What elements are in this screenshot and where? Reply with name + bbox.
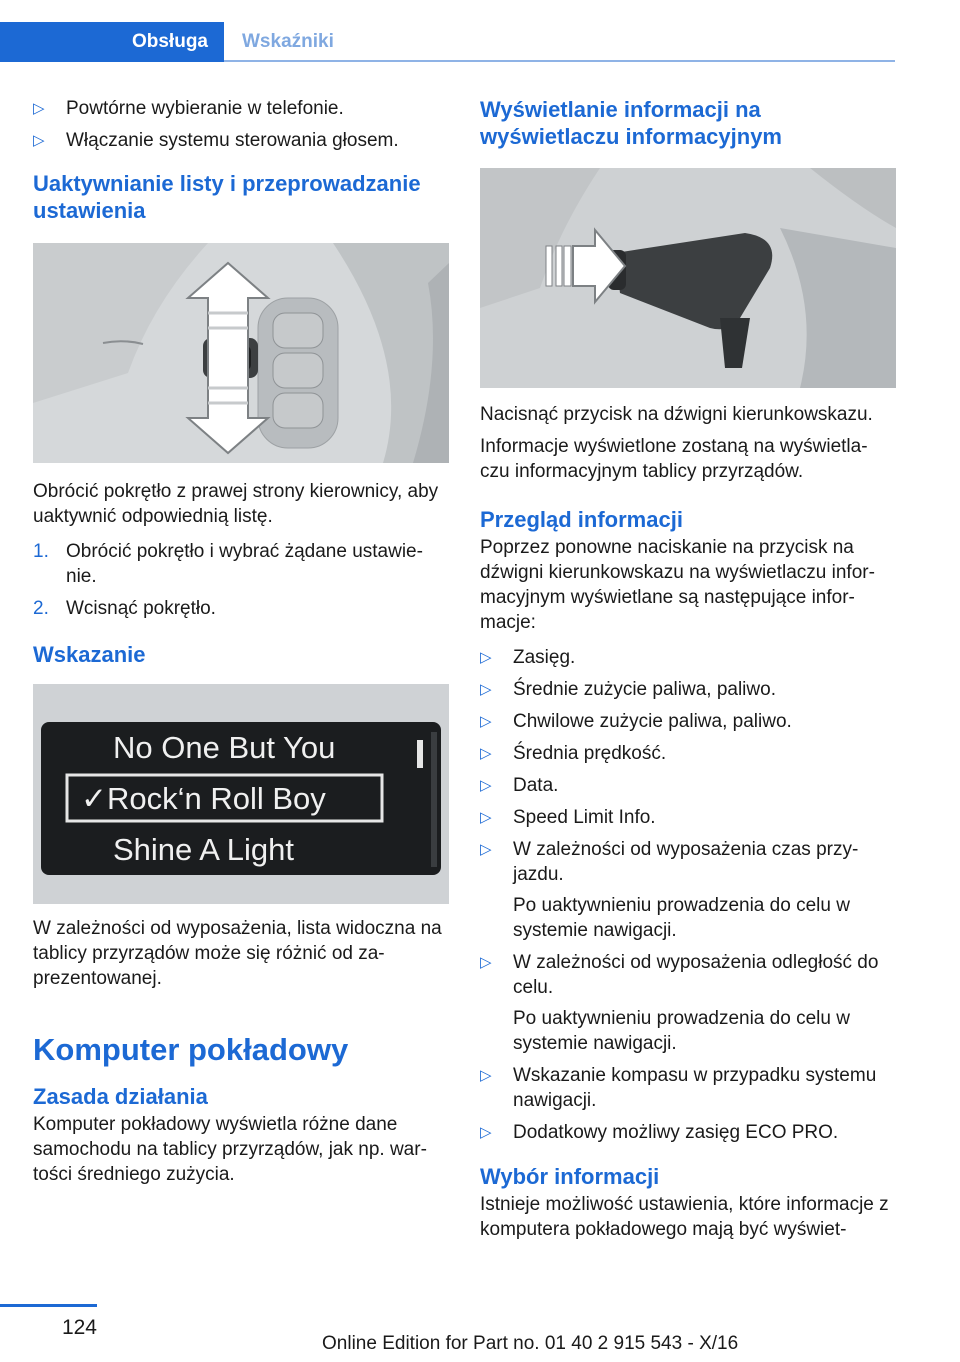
heading-activate-list: Uaktywnianie listy i przeprowadzanie ustawienia [33,171,421,223]
steering-wheel-thumbwheel-image [33,243,449,463]
step-number: 1. [33,541,49,562]
list-item: ▷ Chwilowe zużycie paliwa, paliwo. [480,709,896,734]
page-number: 124 [61,1316,97,1339]
heading-display: Wskazanie [33,642,146,667]
playlist-display-image [33,684,449,904]
heading-show-info: Wyświetlanie informacji na wyświetlaczu informacyjnym [480,97,782,149]
steering-wheel-illustration [33,243,449,463]
para-list-variation: W zależności od wyposażenia, lista widoczna na tablicy przyrządów może się różnić od za‐prezentowanej. [33,918,442,989]
heading-onboard-computer: Komputer pokładowy [33,1032,349,1067]
step-number: 2. [33,598,49,619]
steps-list [33,539,449,621]
para-info-shown: Informacje wyświetlone zostaną na wyświetla‐czu informacyjnym tablicy przyrządów. [480,436,868,482]
list-item-note: Po uaktywnieniu prowadzenia do celu w systemie nawigacji. [513,1008,850,1054]
list-item: ▷ Średnia prędkość. [480,741,896,766]
list-item: ▷ W zależności od wyposażenia odległość do celu. Po uaktywnieniu prowadzenia do celu w systemie nawigacji. [480,950,896,1056]
list-item: ▷ Włączanie systemu sterowania głosem. [33,128,449,153]
para-press-button: Nacisnąć przycisk na dźwigni kierunkowskazu. [480,404,873,425]
info-items-list [480,645,896,1145]
list-item: ▷ Dodatkowy możliwy zasięg ECO PRO. [480,1120,896,1145]
playlist-item-3: Shine A Light [113,832,294,867]
edition-info: Online Edition for Part no. 01 40 2 915 543 - X/16 [322,1333,739,1354]
heading-select-info: Wybór informacji [480,1164,660,1189]
header-divider [224,60,895,62]
cluster-display-illustration [33,684,449,904]
list-item: ▷ Data. [480,773,896,798]
para-overview: Poprzez ponowne naciskanie na przycisk na dźwigni kierunkowskazu na wyświetlaczu infor‐macyjnym wyświetlane są następujące infor‐macje: [480,537,875,633]
para-principle: Komputer pokładowy wyświetla różne dane samochodu na tablicy przyrządów, jak np. war‐tości średniego zużycia. [33,1114,427,1185]
step-text: Wcisnąć pokrętło. [66,598,216,619]
right-column [480,96,896,1242]
list-item: ▷ Średnie zużycie paliwa, paliwo. [480,677,896,702]
bullet-list-phone [33,96,449,153]
tab-obsluga[interactable]: Obsługa [0,22,224,62]
step-item [33,539,449,589]
turn-signal-lever-illustration [480,168,896,388]
heading-overview: Przegląd informacji [480,507,683,532]
list-item: ▷ Speed Limit Info. [480,805,896,830]
playlist-item-2-selected: ✓Rock‘n Roll Boy [81,781,326,816]
lever-button-image [480,168,896,388]
playlist-item-1: No One But You [113,730,336,765]
left-column [33,96,449,1187]
heading-principle: Zasada działania [33,1084,208,1109]
list-item-note: Po uaktywnieniu prowadzenia do celu w systemie nawigacji. [513,895,850,941]
list-item: ▷ Wskazanie kompasu w przypadku systemu nawigacji. [480,1063,896,1113]
tab-wskazniki[interactable]: Wskaźniki [242,31,334,52]
list-item: ▷ Powtórne wybieranie w telefonie. [33,96,449,121]
para-select-info: Istnieje możliwość ustawienia, które informacje z komputera pokładowego mają być wyświet‐ [480,1194,889,1240]
list-item: ▷ W zależności od wyposażenia czas przy‐jazdu. Po uaktywnieniu prowadzenia do celu w systemie nawigacji. [480,837,896,943]
step-item [33,596,449,621]
para-turn-wheel: Obrócić pokrętło z prawej strony kierownicy, aby uaktywnić odpowiednią listę. [33,481,439,527]
list-item: ▷ Zasięg. [480,645,896,670]
step-text: Obrócić pokrętło i wybrać żądane ustawie‐nie. [66,541,423,587]
footer-divider [0,1304,97,1307]
page-header [0,0,960,62]
